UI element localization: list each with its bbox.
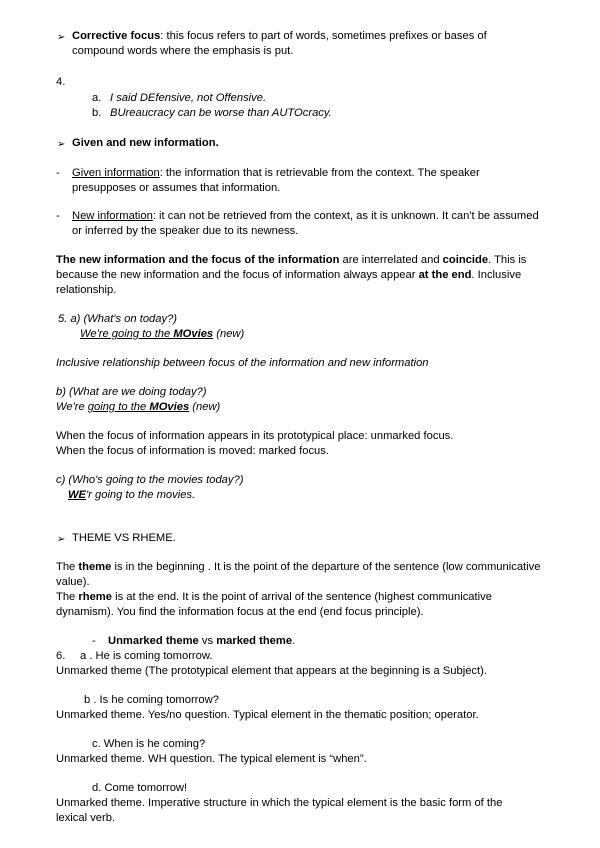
- example-5b-underlined: going to the: [87, 401, 150, 413]
- example-5a-note: (new): [213, 328, 245, 340]
- example-5c-question: c) (Who's going to the movies today?): [56, 474, 244, 486]
- example-5a-question: 5. a) (What's on today?): [58, 313, 178, 325]
- rheme-def-text: is at the end. It is the point of arrival of the sentence (highest communicative: [111, 591, 492, 603]
- relation-bold-at-end: at the end: [418, 269, 472, 281]
- example-4-number: 4.: [56, 76, 66, 88]
- example-5b-question: b) (What are we doing today?): [56, 386, 207, 398]
- example-5a-focus-word: MOvies: [173, 328, 214, 340]
- given-info-line2: presupposes or assumes that information.: [72, 182, 281, 194]
- new-info-line2: or inferred by the speaker due to its newness.: [72, 225, 299, 237]
- relation-line2: [56, 268, 521, 283]
- example-5c-text: 'r going to the movies.: [86, 489, 196, 501]
- marked-theme-term: marked theme: [216, 635, 293, 647]
- given-new-heading: Given and new information.: [72, 137, 219, 149]
- theme-rheme-heading: THEME VS RHEME.: [72, 532, 176, 544]
- relation-text: because the new information and the focus of information always appear: [56, 269, 419, 281]
- rheme-def-line2: dynamism). You find the information focus at the end (end focus principle).: [56, 606, 424, 618]
- relation-line1: [56, 253, 526, 268]
- new-info-text: : it can not be retrieved from the context, as it is unknown. It can't be assumed: [152, 210, 539, 222]
- relation-line3: relationship.: [56, 284, 117, 296]
- dash-bullet: -: [92, 635, 96, 647]
- inclusive-relationship-note: Inclusive relationship between focus of the information and new information: [56, 357, 429, 369]
- example-5c-focus-word: WE: [68, 489, 87, 501]
- example-6b-description: Unmarked theme. Yes/no question. Typical element in the thematic position; operator.: [56, 709, 479, 721]
- example-6a: a . He is coming tomorrow.: [80, 650, 213, 662]
- new-info-term: New information: [72, 210, 153, 222]
- example-6a-description: Unmarked theme (The prototypical element that appears at the beginning is a Subject).: [56, 665, 487, 677]
- given-info-line1: [72, 166, 480, 181]
- rheme-def-text: The: [56, 591, 79, 603]
- example-6c-description: Unmarked theme. WH question. The typical element is “when”.: [56, 753, 367, 765]
- theme-def-line1: [56, 560, 540, 575]
- given-info-text: : the information that is retrievable from the context. The speaker: [159, 167, 480, 179]
- arrow-bullet-icon: ➢: [57, 32, 66, 43]
- arrow-bullet-icon: ➢: [57, 534, 66, 545]
- relation-text: are interrelated and: [339, 254, 443, 266]
- unmarked-theme-term: Unmarked theme: [108, 635, 199, 647]
- example-5a-underlined: We're going to the: [80, 328, 174, 340]
- arrow-bullet-icon: ➢: [57, 139, 66, 150]
- example-5b-text: We're: [56, 401, 88, 413]
- dash-bullet: -: [56, 210, 60, 222]
- relation-text: . This is: [488, 254, 527, 266]
- example-5b-note: (new): [189, 401, 221, 413]
- example-6d-description-line1: Unmarked theme. Imperative structure in which the typical element is the basic form of the: [56, 797, 503, 809]
- example-4a-text: I said DEfensive, not Offensive.: [110, 92, 267, 104]
- example-4a-label: a.: [92, 92, 102, 104]
- theme-def-line2: value).: [56, 576, 90, 588]
- vs-text: vs: [198, 635, 217, 647]
- example-4b-label: b.: [92, 107, 102, 119]
- example-6c: c. When is he coming?: [92, 738, 206, 750]
- example-6b: b . Is he coming tomorrow?: [84, 694, 219, 706]
- relation-bold-phrase: The new information and the focus of the information: [56, 254, 340, 266]
- unmarked-marked-heading: [108, 634, 295, 649]
- example-4b-text: BUreaucracy can be worse than AUTOcracy.: [110, 107, 332, 119]
- corrective-focus-text: : this focus refers to part of words, sometimes prefixes or bases of: [160, 30, 487, 42]
- focus-place-line1: When the focus of information appears in its prototypical place: unmarked focus.: [56, 430, 454, 442]
- theme-term: theme: [78, 561, 112, 573]
- example-6d-description-line2: lexical verb.: [56, 812, 116, 824]
- rheme-term: rheme: [78, 591, 112, 603]
- example-6-number: 6.: [56, 650, 66, 662]
- corrective-focus-term: Corrective focus: [72, 30, 161, 42]
- given-info-term: Given information: [72, 167, 160, 179]
- dash-bullet: -: [56, 167, 60, 179]
- focus-place-line2: When the focus of information is moved: marked focus.: [56, 445, 329, 457]
- rheme-def-line1: [56, 590, 492, 605]
- new-info-line1: [72, 209, 539, 224]
- theme-def-text: is in the beginning . It is the point of the departure of the sentence (low communicative: [111, 561, 541, 573]
- corrective-focus-line2: compound words where the emphasis is put.: [72, 45, 294, 57]
- example-5b-answer: [56, 400, 220, 415]
- example-6d: d. Come tomorrow!: [92, 782, 188, 794]
- example-5b-focus-word: MOvies: [149, 401, 190, 413]
- corrective-focus-line1: [72, 29, 487, 44]
- example-5c-answer: [68, 488, 195, 503]
- period-text: .: [292, 635, 296, 647]
- relation-text: . Inclusive: [471, 269, 522, 281]
- relation-bold-coincide: coincide: [442, 254, 489, 266]
- example-5a-answer: [80, 327, 244, 342]
- theme-def-text: The: [56, 561, 79, 573]
